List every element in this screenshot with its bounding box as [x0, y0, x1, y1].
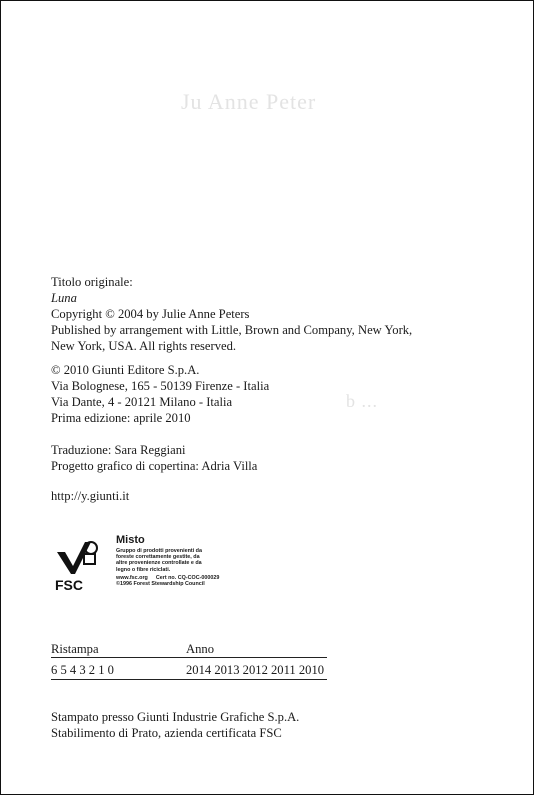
website-link[interactable]: http://y.giunti.it [51, 489, 130, 503]
reprint-header-row [51, 641, 331, 658]
reprint-table [51, 641, 331, 679]
arrangement-line: Published by arrangement with Little, Brown and Company, New York, [51, 323, 413, 337]
table-rule [51, 657, 327, 658]
show-through-text: Ju Anne Peter [181, 89, 317, 114]
fsc-cert-number: Cert no. CQ-COC-000029 [155, 574, 220, 581]
edition-date: Prima edizione: aprile 2010 [51, 411, 191, 425]
fsc-desc-line: Gruppo di prodotti provenienti da [116, 548, 202, 554]
fsc-copyright: ©1996 Forest Stewardship Council [116, 581, 205, 588]
fsc-tree-check-icon [51, 536, 107, 592]
translator-credit: Traduzione: Sara Reggiani [51, 443, 186, 457]
fsc-logo-text: FSC [55, 577, 83, 592]
show-through-text: b ... [346, 391, 378, 411]
reprint-numbers: 6 5 4 3 2 1 0 [51, 663, 114, 677]
reprint-value-row [51, 662, 331, 679]
fsc-site: www.fsc.org [116, 574, 148, 581]
credits-block [51, 442, 257, 474]
publisher-copyright: © 2010 Giunti Editore S.p.A. [51, 363, 200, 377]
original-edition-block [51, 274, 412, 354]
printer-line: Stabilimento di Prato, azienda certificata FSC [51, 726, 282, 740]
original-title: Luna [51, 291, 77, 305]
printer-block [51, 709, 299, 741]
fsc-title: Misto [116, 534, 145, 546]
year-header: Anno [186, 642, 214, 656]
publisher-block [51, 362, 269, 426]
reprint-header: Ristampa [51, 642, 99, 656]
website-block [51, 488, 129, 504]
table-rule [51, 679, 327, 680]
fsc-description [116, 548, 227, 573]
fsc-certification [51, 534, 251, 594]
printer-line: Stampato presso Giunti Industrie Grafiche S.p.A. [51, 710, 300, 724]
fsc-desc-line: foreste correttamente gestite, da [116, 554, 200, 561]
original-copyright: Copyright © 2004 by Julie Anne Peters [51, 307, 250, 321]
fsc-desc-line: legno o fibre riciclati. [116, 566, 171, 573]
publisher-address: Via Dante, 4 - 20121 Milano - Italia [51, 395, 233, 409]
fsc-text [116, 534, 227, 587]
publisher-address: Via Bolognese, 165 - 50139 Firenze - Italia [51, 379, 270, 393]
cover-design-credit: Progetto grafico di copertina: Adria Villa [51, 459, 258, 473]
fsc-desc-line: altre provenienze controllate e da [116, 560, 202, 567]
original-title-label: Titolo originale: [51, 275, 133, 289]
year-numbers: 2014 2013 2012 2011 2010 [186, 663, 325, 677]
arrangement-line: New York, USA. All rights reserved. [51, 339, 237, 353]
